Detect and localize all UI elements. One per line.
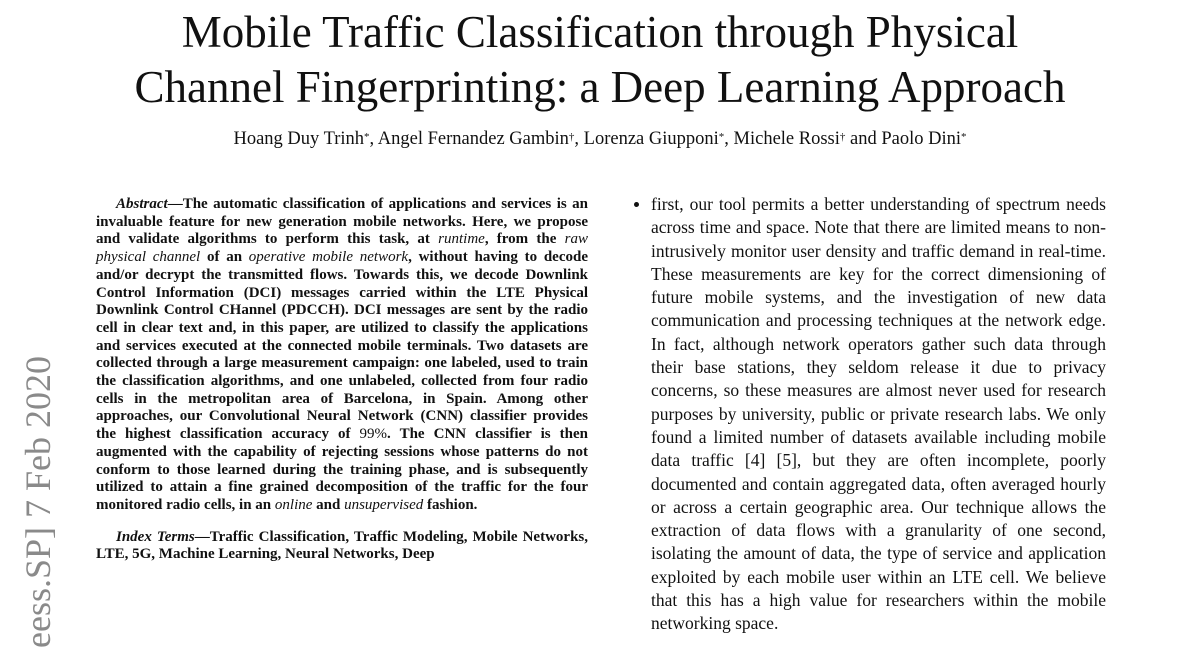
author-separator: and xyxy=(845,129,882,149)
abstract-italic-runtime: runtime xyxy=(438,231,485,248)
author-name: Hoang Duy Trinh xyxy=(233,129,365,149)
left-column xyxy=(96,196,588,564)
author-name: Paolo Dini xyxy=(881,129,962,149)
abstract-text-1: The automatic classification of applications and services is an invaluable feature for new generation mobile networks. Here, we propose and validate algorithms to perform this task, at xyxy=(96,196,588,248)
index-terms-text: Traffic Classification, Traffic Modeling, Mobile Networks, LTE, 5G, Machine Learning, Neural Networks, Deep xyxy=(96,528,589,563)
index-terms-dash: — xyxy=(194,528,210,545)
affiliation-mark: * xyxy=(961,131,967,143)
abstract-label: Abstract xyxy=(116,196,168,212)
paper-title xyxy=(0,5,1200,115)
abstract-text-5: . The CNN classifier is then augmented with the capability of rejecting sessions whose patterns do not conform to those learned during the training phase, and is subsequently utilized to attain a fine grained decomposition of the traffic for the four monitored radio cells, in an xyxy=(96,426,588,513)
index-terms-label: Index Terms xyxy=(116,528,195,545)
author-separator: , xyxy=(574,129,584,149)
abstract-italic-online: online xyxy=(274,496,313,513)
author-name: Michele Rossi xyxy=(733,129,840,149)
author-name: Lorenza Giupponi xyxy=(583,129,719,149)
abstract-text-6: and xyxy=(312,496,345,513)
index-terms xyxy=(96,529,588,564)
affiliation-mark: † xyxy=(839,131,846,143)
abstract-italic-operative-network: operative mobile network xyxy=(248,249,409,266)
abstract-dash: — xyxy=(167,196,183,212)
arxiv-stamp: eess.SP] 7 Feb 2020 xyxy=(18,355,58,648)
abstract-italic-raw-channel: raw physical channel xyxy=(96,231,588,266)
affiliation-mark: * xyxy=(364,131,370,143)
author-separator: , xyxy=(724,129,734,149)
abstract-italic-unsupervised: unsupervised xyxy=(344,496,424,513)
title-line-2: Channel Fingerprinting: a Deep Learning Approach xyxy=(134,62,1066,112)
abstract-text-3: of an xyxy=(200,249,249,266)
affiliation-mark: * xyxy=(718,131,725,143)
abstract-accuracy-value: 99% xyxy=(359,426,388,443)
abstract-text-4: , without having to decode and/or decrypt the transmitted flows. Towards this, we decode Downlink Control Information (DCI) messages carried within the LTE Physical Downlink Control CHannel (PDCCH). DCI messages are sent by the radio cell in clear text and, in this paper, are utilized to classify the applications and services executed at the connected mobile terminals. Two datasets are collected through a large measurement campaign: one labeled, used to train the classification algorithms, and one unlabeled, collected from four radio cells in the metropolitan area of Barcelona, in Spain. Among other approaches, our Convolutional Neural Network (CNN) classifier provides the highest classification accuracy of xyxy=(96,249,588,443)
title-line-1: Mobile Traffic Classification through Physical xyxy=(181,7,1019,57)
right-column xyxy=(628,193,1106,636)
bullet-dot-icon xyxy=(634,202,639,207)
bullet-item xyxy=(628,193,1106,636)
abstract-text-2: , from the xyxy=(484,231,565,248)
author-separator: , xyxy=(369,129,378,149)
bullet-text: first, our tool permits a better understanding of spectrum needs across time and space. Note that there are limited means to non-intrusively monitor user density and traffic demand in real-time. These measurements are key for the correct dimensioning of future mobile systems, and the investigation of new data communication and processing techniques at the network edge. In fact, although network operators gather such data through their base stations, they seldom release it due to privacy concerns, so these measures are almost never used for research purposes by university, public or private research labs. We only found a limited number of datasets available including mobile data traffic [4] [5], but they are often incomplete, poorly documented and contain aggregated data, often averaged hourly or across a certain geographic area. Our technique allows the extraction of data flows with a granularity of one second, isolating the amount of data, the type of service and application exploited by each mobile user within an LTE cell. We believe that this has a high value for researchers within the mobile networking space. xyxy=(651,194,1106,634)
author-name: Angel Fernandez Gambin xyxy=(377,129,569,149)
abstract-text-7: fashion. xyxy=(423,496,478,513)
affiliation-mark: † xyxy=(568,131,575,143)
abstract xyxy=(96,196,588,515)
author-list xyxy=(0,127,1200,151)
